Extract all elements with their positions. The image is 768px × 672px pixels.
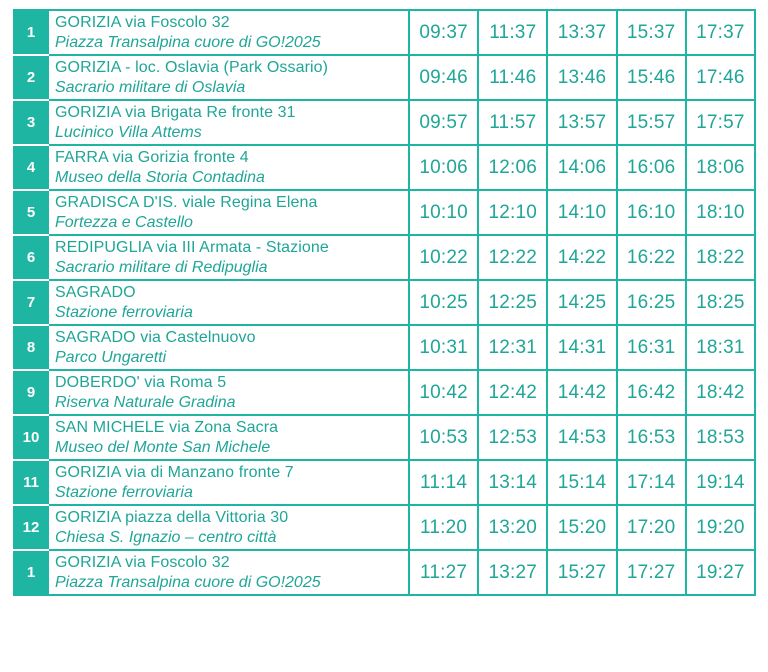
departure-time: 19:27: [686, 550, 755, 595]
departure-time: 11:20: [409, 505, 478, 550]
stop-row: [14, 370, 755, 415]
stop-row: [14, 10, 755, 55]
stop-description: Parco Ungaretti: [55, 348, 167, 366]
stop-cell: [48, 190, 409, 235]
stop-number: 2: [14, 55, 48, 100]
departure-time: 17:14: [617, 460, 686, 505]
stop-number: 3: [14, 100, 48, 145]
departure-time: 14:25: [547, 280, 616, 325]
stop-description: Piazza Transalpina cuore di GO!2025: [55, 33, 321, 51]
departure-time: 18:53: [686, 415, 755, 460]
stop-row: [14, 145, 755, 190]
departure-time: 17:20: [617, 505, 686, 550]
departure-time: 11:14: [409, 460, 478, 505]
stop-name: GORIZIA - loc. Oslavia (Park Ossario): [55, 58, 329, 76]
stop-name: FARRA via Gorizia fronte 4: [55, 148, 249, 166]
departure-time: 12:31: [478, 325, 547, 370]
departure-time: 17:57: [686, 100, 755, 145]
departure-time: 16:22: [617, 235, 686, 280]
stop-name: GORIZIA via Brigata Re fronte 31: [55, 103, 296, 121]
departure-time: 13:20: [478, 505, 547, 550]
departure-time: 11:46: [478, 55, 547, 100]
stop-row: [14, 55, 755, 100]
departure-time: 15:20: [547, 505, 616, 550]
departure-time: 13:57: [547, 100, 616, 145]
stop-cell: [48, 145, 409, 190]
stop-row: [14, 505, 755, 550]
departure-time: 09:57: [409, 100, 478, 145]
stop-number: 4: [14, 145, 48, 190]
departure-time: 13:46: [547, 55, 616, 100]
stop-description: Piazza Transalpina cuore di GO!2025: [55, 573, 321, 591]
stop-cell: [48, 280, 409, 325]
stop-row: [14, 100, 755, 145]
departure-time: 11:57: [478, 100, 547, 145]
departure-time: 12:42: [478, 370, 547, 415]
stop-name: REDIPUGLIA via III Armata - Stazione: [55, 238, 329, 256]
departure-time: 15:46: [617, 55, 686, 100]
stop-cell: [48, 370, 409, 415]
stop-description: Lucinico Villa Attems: [55, 123, 202, 141]
departure-time: 18:25: [686, 280, 755, 325]
departure-time: 13:27: [478, 550, 547, 595]
stop-number: 1: [14, 10, 48, 55]
departure-time: 18:42: [686, 370, 755, 415]
departure-time: 10:10: [409, 190, 478, 235]
stop-number: 8: [14, 325, 48, 370]
departure-time: 10:42: [409, 370, 478, 415]
departure-time: 13:37: [547, 10, 616, 55]
departure-time: 14:10: [547, 190, 616, 235]
departure-time: 12:06: [478, 145, 547, 190]
stop-number: 12: [14, 505, 48, 550]
departure-time: 15:14: [547, 460, 616, 505]
departure-time: 12:25: [478, 280, 547, 325]
departure-time: 17:37: [686, 10, 755, 55]
departure-time: 15:27: [547, 550, 616, 595]
stop-name: GORIZIA via Foscolo 32: [55, 553, 230, 571]
stop-description: Fortezza e Castello: [55, 213, 193, 231]
stop-number: 1: [14, 550, 48, 595]
stop-name: GORIZIA via Foscolo 32: [55, 13, 230, 31]
departure-time: 16:31: [617, 325, 686, 370]
stop-row: [14, 325, 755, 370]
departure-time: 14:06: [547, 145, 616, 190]
departure-time: 14:31: [547, 325, 616, 370]
departure-time: 11:27: [409, 550, 478, 595]
stop-description: Sacrario militare di Redipuglia: [55, 258, 268, 276]
departure-time: 16:10: [617, 190, 686, 235]
departure-time: 14:42: [547, 370, 616, 415]
departure-time: 10:06: [409, 145, 478, 190]
stop-number: 7: [14, 280, 48, 325]
departure-time: 18:06: [686, 145, 755, 190]
departure-time: 12:53: [478, 415, 547, 460]
stop-name: GORIZIA via di Manzano fronte 7: [55, 463, 294, 481]
stop-description: Stazione ferroviaria: [55, 483, 193, 501]
departure-time: 19:14: [686, 460, 755, 505]
departure-time: 12:10: [478, 190, 547, 235]
departure-time: 09:37: [409, 10, 478, 55]
stop-cell: [48, 55, 409, 100]
departure-time: 16:53: [617, 415, 686, 460]
stop-description: Museo della Storia Contadina: [55, 168, 265, 186]
stop-description: Chiesa S. Ignazio – centro città: [55, 528, 277, 546]
stop-number: 6: [14, 235, 48, 280]
stop-cell: [48, 460, 409, 505]
departure-time: 14:53: [547, 415, 616, 460]
stop-row: [14, 550, 755, 595]
departure-time: 14:22: [547, 235, 616, 280]
departure-time: 13:14: [478, 460, 547, 505]
stop-name: GRADISCA D'IS. viale Regina Elena: [55, 193, 318, 211]
stop-name: SAN MICHELE via Zona Sacra: [55, 418, 279, 436]
departure-time: 18:31: [686, 325, 755, 370]
stop-row: [14, 415, 755, 460]
stop-row: [14, 460, 755, 505]
departure-time: 15:37: [617, 10, 686, 55]
stop-cell: [48, 100, 409, 145]
departure-time: 16:42: [617, 370, 686, 415]
departure-time: 09:46: [409, 55, 478, 100]
stop-number: 5: [14, 190, 48, 235]
departure-time: 10:25: [409, 280, 478, 325]
departure-time: 10:53: [409, 415, 478, 460]
stop-cell: [48, 505, 409, 550]
stop-cell: [48, 325, 409, 370]
departure-time: 15:57: [617, 100, 686, 145]
stop-row: [14, 280, 755, 325]
departure-time: 18:10: [686, 190, 755, 235]
stop-number: 9: [14, 370, 48, 415]
stop-number: 10: [14, 415, 48, 460]
departure-time: 10:22: [409, 235, 478, 280]
departure-time: 17:27: [617, 550, 686, 595]
timetable: [13, 9, 756, 596]
stop-row: [14, 190, 755, 235]
stop-cell: [48, 415, 409, 460]
stop-description: Museo del Monte San Michele: [55, 438, 271, 456]
stop-row: [14, 235, 755, 280]
stop-name: GORIZIA piazza della Vittoria 30: [55, 508, 289, 526]
departure-time: 10:31: [409, 325, 478, 370]
stop-cell: [48, 550, 409, 595]
stop-number: 11: [14, 460, 48, 505]
departure-time: 16:25: [617, 280, 686, 325]
departure-time: 12:22: [478, 235, 547, 280]
stop-description: Riserva Naturale Gradina: [55, 393, 236, 411]
stop-description: Sacrario militare di Oslavia: [55, 78, 246, 96]
departure-time: 11:37: [478, 10, 547, 55]
stop-name: SAGRADO via Castelnuovo: [55, 328, 256, 346]
departure-time: 18:22: [686, 235, 755, 280]
stop-description: Stazione ferroviaria: [55, 303, 193, 321]
departure-time: 16:06: [617, 145, 686, 190]
stop-name: SAGRADO: [55, 283, 136, 301]
timetable-body: [14, 10, 755, 595]
stop-cell: [48, 235, 409, 280]
stop-name: DOBERDO' via Roma 5: [55, 373, 227, 391]
stop-cell: [48, 10, 409, 55]
departure-time: 19:20: [686, 505, 755, 550]
departure-time: 17:46: [686, 55, 755, 100]
